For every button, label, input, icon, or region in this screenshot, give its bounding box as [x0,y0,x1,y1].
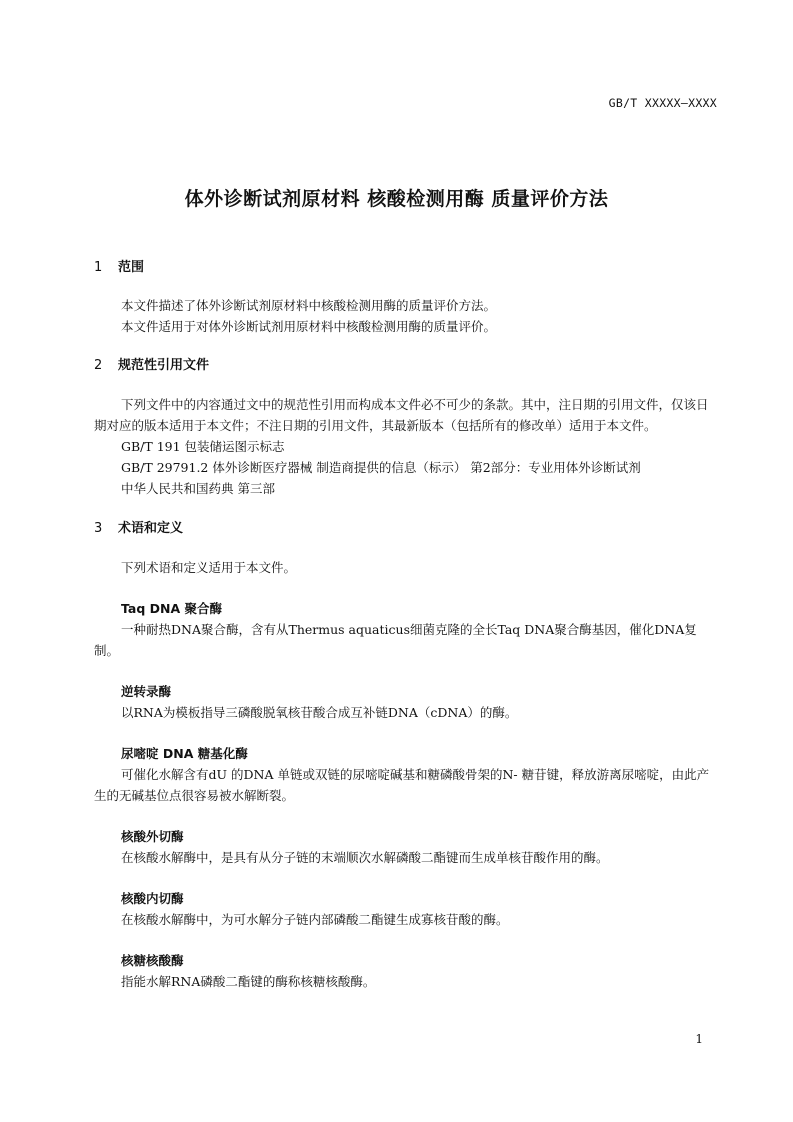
section-heading-normative-references [94,356,720,376]
term-name: 核酸外切酶 [121,829,184,844]
term-name: 核酸内切酶 [121,891,184,906]
term-definition: 以RNA为模板指导三磷酸脱氧核苷酸合成互补链DNA（cDNA）的酶。 [121,705,518,720]
section-heading-scope [94,258,720,278]
term-name: Taq DNA 聚合酶 [121,601,223,616]
standard-code: GB/T XXXXX—XXXX [608,96,717,110]
term-entry [94,681,720,723]
scope-paragraph-2: 本文件适用于对体外诊断试剂用原材料中核酸检测用酶的质量评价。 [121,319,497,334]
term-name: 逆转录酶 [121,684,172,699]
term-name: 尿嘧啶 DNA 糖基化酶 [121,746,248,761]
terms-intro-paragraph: 下列术语和定义适用于本文件。 [121,560,297,575]
term-definition: 在核酸水解酶中，是具有从分子链的末端顺次水解磷酸二酯键而生成单核苷酸作用的酶。 [121,850,609,865]
document-title: 体外诊断试剂原材料 核酸检测用酶 质量评价方法 [184,188,609,210]
section-title: 规范性引用文件 [118,358,210,373]
term-definition: 可催化水解含有dU 的DNA 单链或双链的尿嘧啶碱基和糖磷酸骨架的N- 糖苷键，释放游离尿嘧啶，由此产生的无碱基位点很容易被水解断裂。 [94,767,710,803]
term-name: 核糖核酸酶 [121,953,184,968]
term-definition: 在核酸水解酶中，为可水解分子链内部磷酸二酯键生成寡核苷酸的酶。 [121,912,509,927]
section-number: 3 [94,521,103,536]
term-entry [94,743,720,806]
term-entry [94,826,720,868]
section-title: 范围 [118,260,145,275]
normative-intro-paragraph: 下列文件中的内容通过文中的规范性引用而构成本文件必不可少的条款。其中，注日期的引用文件，仅该日期对应的版本适用于本文件；不注日期的引用文件，其最新版本（包括所有的修改单）适用于本文件。 [94,397,709,433]
page-number: 1 [695,1032,703,1046]
term-entry [94,888,720,930]
term-definition: 一种耐热DNA聚合酶，含有从Thermus aquaticus细菌克隆的全长Taq DNA聚合酶基因，催化DNA复制。 [94,622,697,658]
document-body [94,258,720,992]
reference-item: GB/T 191 包装储运图示标志 [121,439,285,454]
term-entry [94,598,720,661]
term-definition: 指能水解RNA磷酸二酯键的酶称核糖核酸酶。 [121,974,376,989]
section-number: 2 [94,358,103,373]
term-entry [94,950,720,992]
reference-item: 中华人民共和国药典 第三部 [121,481,275,496]
section-heading-terms-definitions [94,519,720,539]
reference-item: GB/T 29791.2 体外诊断医疗器械 制造商提供的信息（标示） 第2部分：专业用体外诊断试剂 [121,460,641,475]
scope-paragraph-1: 本文件描述了体外诊断试剂原材料中核酸检测用酶的质量评价方法。 [121,298,497,313]
section-title: 术语和定义 [118,521,184,536]
section-number: 1 [94,260,103,275]
